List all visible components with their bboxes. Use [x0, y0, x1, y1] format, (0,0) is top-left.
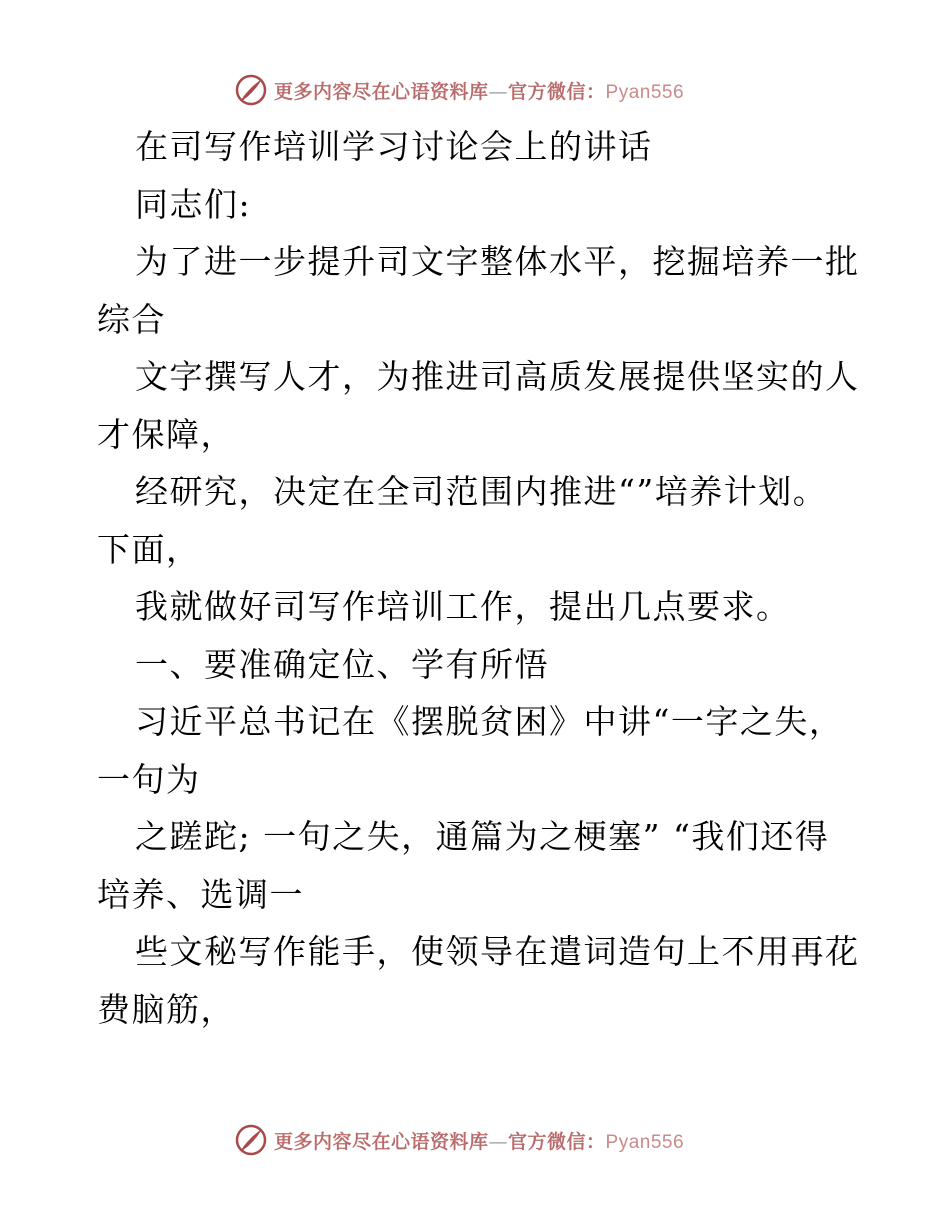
paragraph-line: 费脑筋， — [97, 989, 235, 1029]
quill-logo-icon — [234, 73, 268, 107]
paragraph-line: 些文秘写作能手，使领导在遣词造句上不用再花 — [135, 932, 860, 971]
section-heading: 一、要准确定位、学有所悟 — [135, 644, 549, 684]
footer-brand-text — [274, 1127, 684, 1154]
quill-logo-icon — [234, 1123, 268, 1157]
paragraph-line: 文字撰写人才，为推进司高质发展提供坚实的人 — [135, 357, 860, 396]
header-brand-main: 更多内容尽在心语资料库 — [274, 80, 489, 103]
document-body — [97, 118, 860, 1038]
footer-brand-main: 更多内容尽在心语资料库 — [274, 1130, 489, 1153]
document-title: 在司写作培训学习讨论会上的讲话 — [135, 127, 653, 166]
paragraph-line: 之蹉跎; 一句之失，通篇为之梗塞” “我们还得 — [135, 817, 830, 856]
paragraph-line: 经研究，决定在全司范围内推进“”培养计划。 — [135, 472, 828, 511]
footer-brand-wechat-label: 官方微信： — [508, 1130, 606, 1153]
paragraph-line: 为了进一步提升司文字整体水平，挖掘培养一批 — [135, 242, 860, 281]
paragraph-line: 一句为 — [97, 759, 201, 799]
header-watermark — [234, 70, 734, 110]
footer-brand-wechat-id: Pyan556 — [605, 1131, 685, 1153]
paragraph-line: 习近平总书记在《摆脱贫困》中讲“一字之失， — [135, 702, 844, 741]
paragraph-line: 综合 — [97, 299, 166, 339]
header-brand-dash: — — [488, 80, 509, 103]
header-brand-text — [274, 77, 684, 104]
footer-brand-dash: — — [488, 1130, 509, 1153]
header-brand-wechat-label: 官方微信： — [508, 80, 606, 103]
paragraph-line: 培养、选调一 — [97, 874, 304, 914]
paragraph-line: 下面， — [97, 529, 201, 569]
salutation: 同志们: — [135, 184, 252, 224]
paragraph-line: 我就做好司写作培训工作，提出几点要求。 — [135, 587, 791, 626]
header-brand-wechat-id: Pyan556 — [605, 81, 685, 103]
footer-watermark — [234, 1120, 734, 1160]
paragraph-line: 才保障， — [97, 414, 235, 454]
